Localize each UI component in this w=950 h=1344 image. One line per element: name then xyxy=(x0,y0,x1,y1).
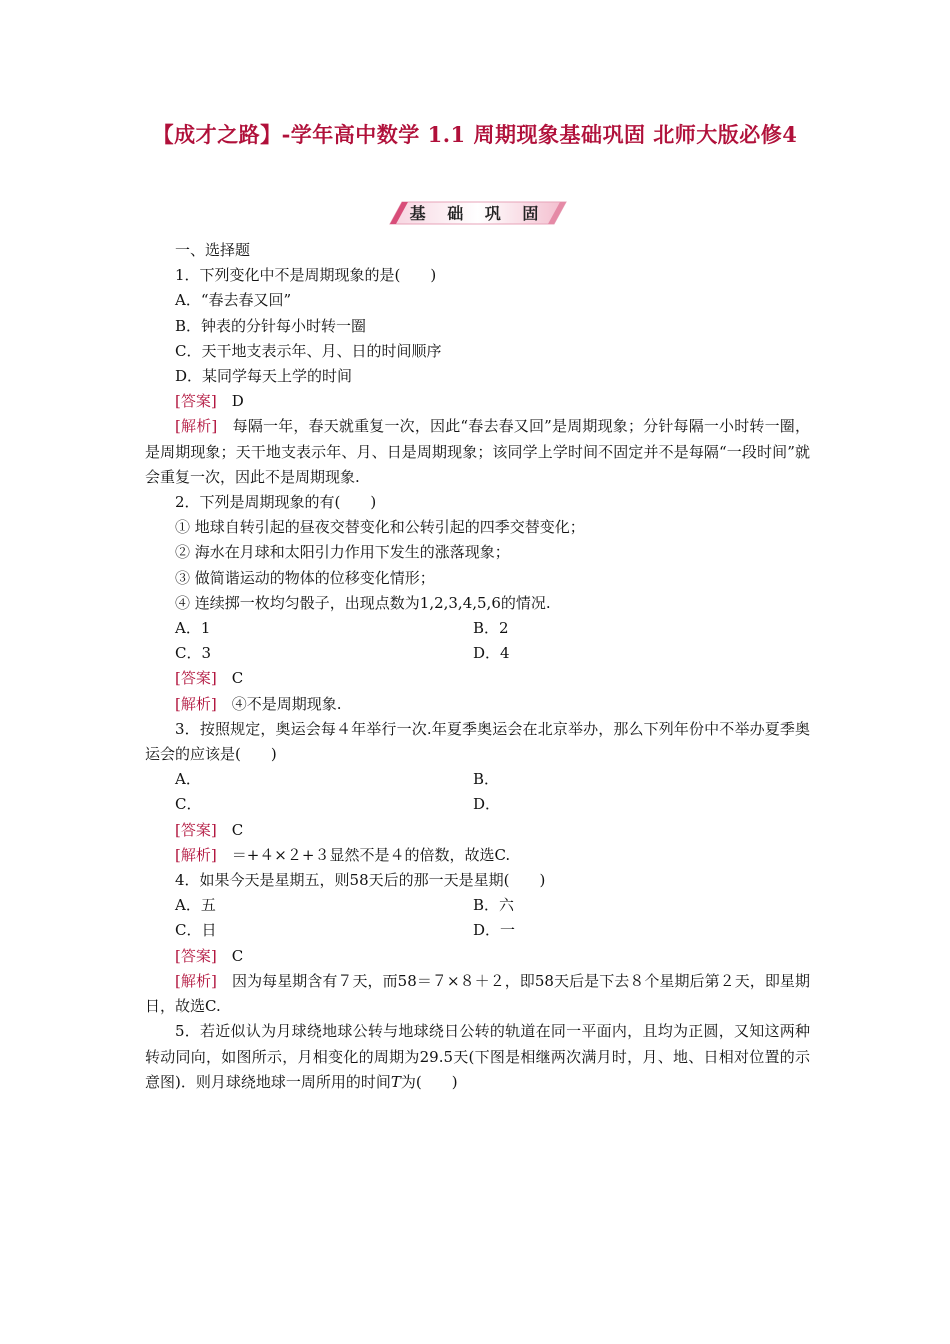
question-3-options-row xyxy=(145,767,810,792)
question-3-analysis xyxy=(145,843,810,868)
answer-value: C xyxy=(231,669,244,688)
answer-tag: [答案] xyxy=(175,392,217,411)
question-4-options-row xyxy=(145,893,810,918)
question-3-option-c: C． xyxy=(175,795,202,814)
section-banner xyxy=(388,199,568,227)
question-body xyxy=(145,238,810,1095)
question-3-option-b: B． xyxy=(473,770,500,789)
question-4-analysis xyxy=(145,969,810,1019)
analysis-tag: [解析] xyxy=(175,417,218,436)
analysis-tag: [解析] xyxy=(175,694,217,713)
answer-tag: [答案] xyxy=(175,669,217,688)
question-4-option-b: B．六 xyxy=(473,896,515,915)
answer-tag: [答案] xyxy=(175,820,217,839)
question-3-options-row xyxy=(145,792,810,817)
answer-value: C xyxy=(231,820,244,839)
question-2-stem: 2．下列是周期现象的有( ) xyxy=(175,493,377,512)
question-4-stem: 4．如果今天是星期五，则58天后的那一天是星期( ) xyxy=(175,871,546,890)
question-2-option-a: A．1 xyxy=(175,619,211,638)
question-1-option-a: A．“春去春又回” xyxy=(175,291,292,310)
question-4-option-a: A．五 xyxy=(175,896,216,915)
question-5-variable: T xyxy=(390,1072,401,1091)
question-2-options-row xyxy=(145,616,810,641)
question-1-analysis xyxy=(145,414,810,490)
question-2-options-row xyxy=(145,641,810,666)
question-2-item: ① 地球自转引起的昼夜交替变化和公转引起的四季交替变化； xyxy=(175,518,585,537)
question-2-item: ④ 连续掷一枚均匀骰子，出现点数为1,2,3,4,5,6的情况. xyxy=(175,593,551,612)
analysis-tag: [解析] xyxy=(175,971,217,990)
question-5-stem-text: 5．若近似认为月球绕地球公转与地球绕日公转的轨道在同一平面内，且均为正圆，又知这两种转动同向，如图所示，月相变化的周期为29.5天(下图是相继两次满月时，月、地、日相对位置的示意图)．则月球绕地球一周所用的时间 xyxy=(145,1022,810,1091)
question-2-option-b: B．2 xyxy=(473,619,509,638)
question-1-option-c: C．天干地支表示年、月、日的时间顺序 xyxy=(175,341,442,360)
analysis-text: ④不是周期现象. xyxy=(231,694,342,713)
question-3-option-d: D． xyxy=(473,795,501,814)
analysis-text: 因为每星期含有７天，而58＝７×８＋２，即58天后是下去８个星期后第２天，即星期日，故选C. xyxy=(145,971,810,1016)
analysis-text: ＝+４×２+３显然不是４的倍数，故选C. xyxy=(231,845,511,864)
question-3-option-a: A． xyxy=(175,770,201,789)
answer-value: D xyxy=(231,392,244,411)
question-5-stem xyxy=(145,1019,810,1095)
question-1-stem: 1．下列变化中不是周期现象的是( ) xyxy=(175,266,437,285)
answer-value: C xyxy=(231,946,244,965)
question-1-option-b: B．钟表的分针每小时转一圈 xyxy=(175,316,367,335)
question-2-answer xyxy=(145,666,810,691)
question-2-option-d: D．4 xyxy=(473,644,510,663)
answer-tag: [答案] xyxy=(175,946,217,965)
question-1-option-d: D．某同学每天上学的时间 xyxy=(175,367,353,386)
analysis-text: 每隔一年，春天就重复一次，因此“春去春又回”是周期现象；分针每隔一小时转一圈，是周期现象；天干地支表示年、月、日是周期现象；该同学上学时间不固定并不是每隔“一段时间”就会重复一次，因此不是周期现象. xyxy=(145,417,810,486)
banner-label: 基 础 巩 固 xyxy=(409,204,547,223)
question-2-item: ② 海水在月球和太阳引力作用下发生的涨落现象； xyxy=(175,543,510,562)
question-1-answer xyxy=(145,389,810,414)
question-4-options-row xyxy=(145,918,810,943)
page-title: 【成才之路】-学年高中数学 1.1 周期现象基础巩固 北师大版必修4 xyxy=(152,122,798,147)
question-4-answer xyxy=(145,944,810,969)
question-4-option-c: C．日 xyxy=(175,921,217,940)
question-2-item: ③ 做简谐运动的物体的位移变化情形； xyxy=(175,568,435,587)
question-2-analysis xyxy=(145,692,810,717)
question-3-stem: 3．按照规定，奥运会每４年举行一次.年夏季奥运会在北京举办，那么下列年份中不举办夏季奥运会的应该是( ) xyxy=(145,719,810,764)
analysis-tag: [解析] xyxy=(175,845,217,864)
question-4-option-d: D．一 xyxy=(473,921,516,940)
question-3-answer xyxy=(145,818,810,843)
question-2-option-c: C．3 xyxy=(175,644,212,663)
section-label: 一、选择题 xyxy=(175,241,251,259)
question-5-stem-end: 为( ) xyxy=(400,1072,458,1091)
